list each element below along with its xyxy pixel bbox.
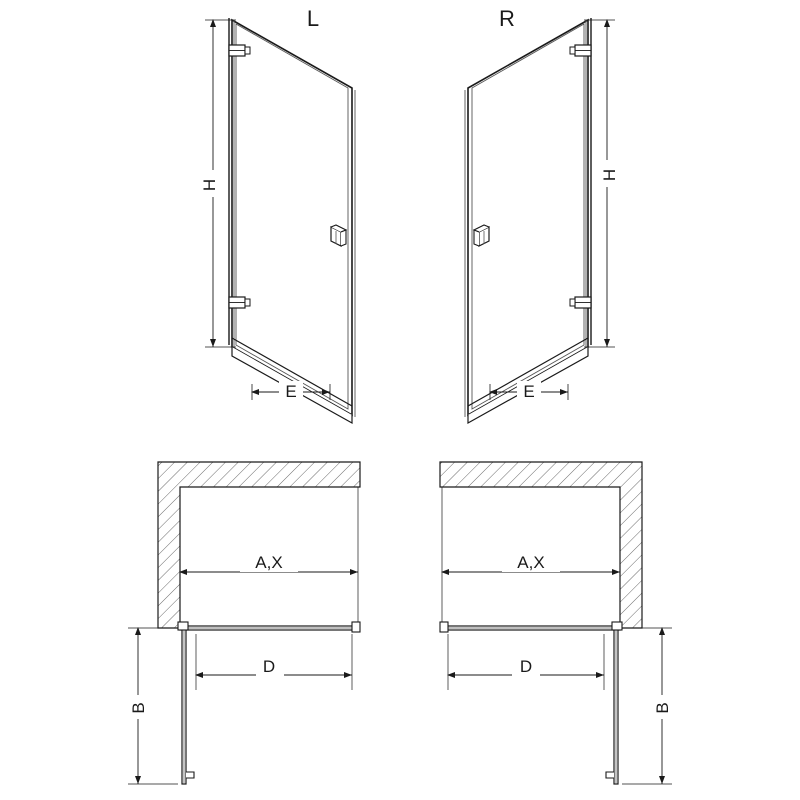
left-hand-label: L — [306, 6, 320, 31]
front-view-right — [465, 6, 620, 423]
plan-left-dimension-ax — [180, 487, 358, 622]
plan-left-dimension-b — [127, 628, 178, 784]
plan-left-swing-leaf — [182, 626, 194, 784]
left-hinge-top — [229, 45, 250, 56]
plan-right-depth-label: B — [653, 702, 672, 714]
plan-left-opening-label: A,X — [255, 553, 283, 572]
plan-right-door-leaf — [442, 626, 620, 630]
left-width-label: E — [285, 382, 297, 401]
plan-right-dimension-d — [448, 634, 604, 690]
plan-right-opening-label: A,X — [517, 553, 545, 572]
plan-left-depth-label: B — [129, 702, 148, 714]
plan-right-dimension-b — [622, 628, 673, 784]
plan-right-door-label: D — [519, 657, 533, 676]
plan-left-dimension-d — [196, 634, 352, 690]
plan-right-swing-leaf — [606, 626, 618, 784]
left-height-label: H — [200, 178, 219, 192]
front-view-left — [198, 6, 355, 423]
right-height-label: H — [600, 168, 619, 182]
right-hand-label: R — [499, 6, 515, 31]
right-width-label: E — [523, 382, 535, 401]
plan-right-hinge-block — [612, 622, 622, 630]
plan-left-walls — [158, 462, 360, 628]
plan-left-hinge-block — [178, 622, 188, 630]
plan-right-dimension-ax — [442, 487, 620, 622]
left-hinge-bottom — [229, 297, 250, 308]
right-hinge-bottom — [570, 297, 591, 308]
plan-left-end-profile — [352, 622, 360, 632]
plan-right-walls — [440, 462, 642, 628]
right-hinge-top — [570, 45, 591, 56]
plan-right-end-profile — [440, 622, 448, 632]
plan-view-right — [440, 462, 673, 784]
plan-left-door-label: D — [262, 657, 276, 676]
plan-left-door-leaf — [180, 626, 358, 630]
plan-view-left — [127, 462, 360, 784]
